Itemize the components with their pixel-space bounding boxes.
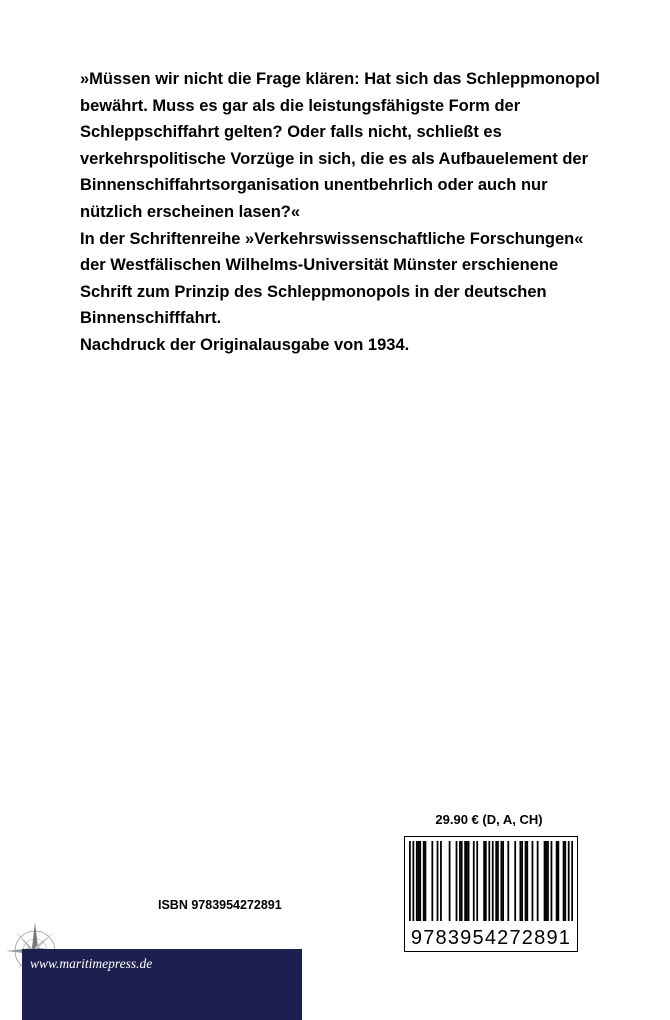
barcode-bar: [483, 841, 485, 921]
barcode-bar: [461, 841, 463, 921]
barcode-bar: [563, 841, 565, 921]
barcode-bar: [537, 841, 539, 921]
barcode-bar: [459, 841, 461, 921]
barcode-digits: 9783954272891: [410, 927, 572, 949]
barcode: [404, 836, 578, 952]
barcode-bar: [466, 841, 468, 921]
barcode-bar: [431, 841, 433, 921]
barcode-bar: [526, 841, 528, 921]
barcode-bar: [425, 841, 427, 921]
barcode-bar: [564, 841, 566, 921]
barcode-bar: [449, 841, 451, 921]
barcode-bar: [557, 841, 559, 921]
barcode-bar: [409, 841, 411, 921]
barcode-bar: [532, 841, 534, 921]
barcode-bar: [551, 841, 553, 921]
barcode-bar: [521, 841, 523, 921]
barcode-bar: [419, 841, 421, 921]
barcode-bar: [464, 841, 466, 921]
barcode-bar: [423, 841, 425, 921]
barcode-bar: [519, 841, 521, 921]
barcode-bar: [412, 841, 414, 921]
barcode-bar: [514, 841, 516, 921]
barcode-bar: [547, 841, 549, 921]
barcode-bar: [440, 841, 442, 921]
barcode-bar: [497, 841, 499, 921]
blurb-quote: »Müssen wir nicht die Frage klären: Hat sich das Schleppmonopol bewährt. Muss es gar als die leistungsfähigste Form der Schleppschiffahrt gelten? Oder falls nicht, schließt es verkehrspolitische Vorzüge in sich, die es als Aufbauelement der Binnenschiffahrtsorganisation unentbehrlich oder auch nur nützlich erscheinen lasen?«: [80, 70, 600, 221]
isbn-label: ISBN 9783954272891: [158, 898, 282, 912]
barcode-bar: [418, 841, 420, 921]
barcode-bar: [502, 841, 504, 921]
barcode-bar: [556, 841, 558, 921]
barcode-bar: [568, 841, 570, 921]
barcode-bar: [473, 841, 475, 921]
barcode-bar: [495, 841, 497, 921]
blurb-reprint-note: Nachdruck der Originalausgabe von 1934.: [80, 335, 410, 354]
barcode-bar: [416, 841, 418, 921]
barcode-bar: [488, 841, 490, 921]
barcode-bar: [500, 841, 502, 921]
barcode-bar: [544, 841, 546, 921]
barcode-bar: [545, 841, 547, 921]
barcode-bar: [476, 841, 478, 921]
barcode-bar: [456, 841, 458, 921]
barcode-bar: [468, 841, 470, 921]
publisher-url[interactable]: www.maritimepress.de: [30, 956, 153, 971]
price-label: 29.90 € (D, A, CH): [435, 812, 543, 827]
barcode-bar: [492, 841, 494, 921]
barcode-bar: [571, 841, 573, 921]
barcode-bar: [485, 841, 487, 921]
barcode-bar: [437, 841, 439, 921]
blurb-description: In der Schriftenreihe »Verkehrswissenschaftliche Forschungen« der Westfälischen Wilhelms-Universität Münster erschienene Schrift zum Prinzip des Schleppmonopols in der deutschen Binnenschifffahrt.: [80, 229, 584, 328]
barcode-bars-icon: [409, 841, 573, 921]
barcode-bar: [525, 841, 527, 921]
back-cover-blurb: [80, 66, 608, 359]
barcode-bar: [507, 841, 509, 921]
